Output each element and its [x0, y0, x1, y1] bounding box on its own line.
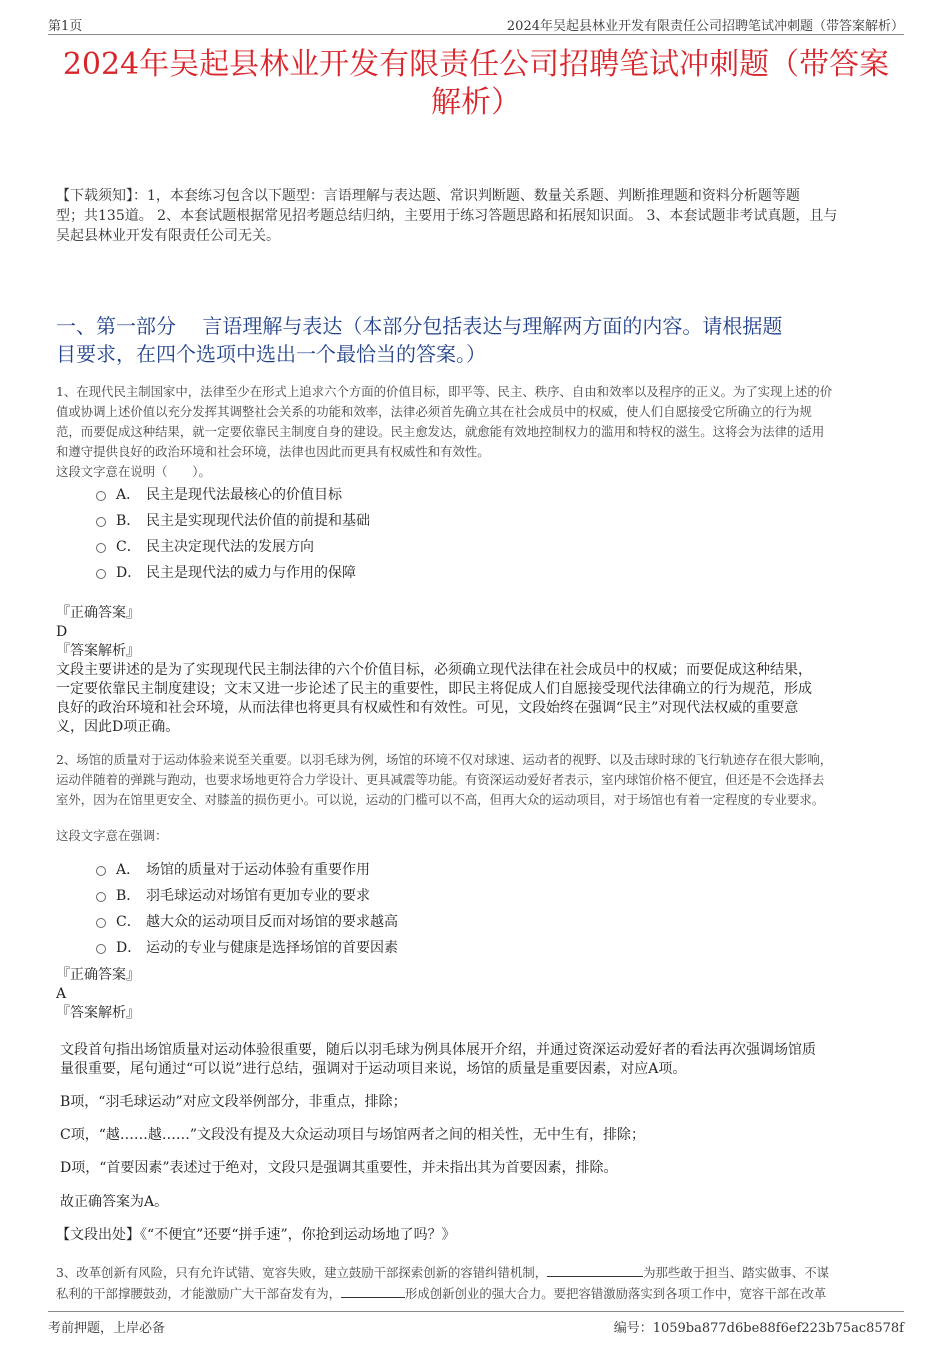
title-line-1: 2024年吴起县林业开发有限责任公司招聘笔试冲刺题（带答案 [62, 47, 890, 82]
notice-line: 型；共135道。 2、本套试题根据常见招考题总结归纳，主要用于练习答题思路和拓展知识面。 3、本套试题非考试真题，且与 [56, 208, 838, 224]
option-text: 民主是现代法的威力与作用的保障 [146, 565, 356, 581]
analysis-option-b: B项，“羽毛球运动”对应文段举例部分，非重点，排除； [60, 1094, 407, 1110]
question-1-answer [56, 604, 896, 737]
question-1-text [56, 382, 902, 482]
question-3-text [56, 1262, 902, 1304]
analysis-label: 『答案解析』 [56, 643, 140, 659]
radio-icon[interactable] [96, 866, 106, 876]
page-footer [48, 1311, 904, 1336]
page-title [48, 46, 904, 122]
page-number: 第1页 [48, 19, 83, 34]
header-doc-title: 2024年吴起县林业开发有限责任公司招聘笔试冲刺题（带答案解析） [506, 19, 904, 34]
question-line: 室外，因为在馆里更安全、对膝盖的损伤更小。可以说，运动的门槛可以不高，但再大众的运动项目，对于场馆也有着一定程度的专业要求。 [56, 792, 825, 807]
answer-label: 『正确答案』 [56, 967, 140, 983]
download-notice [56, 186, 902, 246]
analysis-paragraph [60, 1041, 890, 1079]
analysis-conclusion: 故正确答案为A。 [60, 1194, 169, 1210]
option-b[interactable]: B． 民主是实现现代法价值的前提和基础 [96, 508, 856, 534]
fill-blank [341, 1283, 405, 1298]
analysis-line: 义，因此D项正确。 [56, 719, 180, 735]
section-heading-line-2: 目要求，在四个选项中选出一个最恰当的答案。） [56, 342, 486, 366]
page-header [48, 12, 904, 35]
passage-source: 【文段出处】《“不便宜”还要“拼手速”，你抢到运动场地了吗？》 [56, 1227, 456, 1243]
radio-icon[interactable] [96, 517, 106, 527]
question-line: 和遵守提供良好的政治环境和社会环境，法律也因此而更具有权威性和有效性。 [56, 444, 490, 459]
question-1-options [96, 482, 856, 586]
option-a[interactable]: A． 民主是现代法最核心的价值目标 [96, 482, 856, 508]
option-text: 羽毛球运动对场馆有更加专业的要求 [146, 888, 370, 904]
analysis-label: 『答案解析』 [56, 1005, 140, 1021]
radio-icon[interactable] [96, 543, 106, 553]
option-d[interactable]: D． 运动的专业与健康是选择场馆的首要因素 [96, 935, 856, 961]
document-id: 编号：1059ba877d6be88f6ef223b75ac8578f [613, 1321, 904, 1336]
radio-icon[interactable] [96, 918, 106, 928]
answer-value: A [56, 986, 67, 1002]
question-line: 1、在现代民主制国家中，法律至少在形式上追求六个方面的价值目标，即平等、民主、秩序、自由和效率以及程序的正义。为了实现上述的价 [56, 384, 833, 399]
analysis-line: 文段主要讲述的是为了实现现代民主制法律的六个价值目标，必须确立现代法律在社会成员中的权威；而要促成这种结果， [56, 662, 812, 678]
question-line: 值或协调上述价值以充分发挥其调整社会关系的功能和效率，法律必须首先确立其在社会成员中的权威，使人们自愿接受它所确立的行为规 [56, 404, 812, 419]
question-2-options [96, 857, 856, 961]
question-line: 范，而要促成这种结果，就一定要依靠民主制度自身的建设。民主愈发达，就愈能有效地控制权力的滥用和特权的滋生。这将会为法律的适用 [56, 424, 825, 439]
analysis-line: 一定要依靠民主制度建设；文末又进一步论述了民主的重要性，即民主将促成人们自愿接受现代法律确立的行为规范，形成 [56, 681, 812, 697]
option-b[interactable]: B． 羽毛球运动对场馆有更加专业的要求 [96, 883, 856, 909]
analysis-option-c: C项，“越……越……”文段没有提及大众运动项目与场馆两者之间的相关性，无中生有，排除； [60, 1127, 646, 1143]
analysis-line: 良好的政治环境和社会环境，从而法律也将更具有权威性和有效性。可见，文段始终在强调“民主”对现代法权威的重要意 [56, 700, 799, 716]
question-line: 私利的干部撑腰鼓劲，才能激励广大干部奋发有为， 形成创新创业的强大合力。要把容错激励落实到各项工作中，宽容干部在改革 [56, 1283, 902, 1304]
answer-value: D [56, 624, 68, 640]
title-line-2: 解析） [431, 85, 521, 120]
section-heading-line-1: 一、第一部分 言语理解与表达（本部分包括表达与理解两方面的内容。请根据题 [56, 314, 783, 338]
fill-blank [547, 1262, 643, 1277]
radio-icon[interactable] [96, 892, 106, 902]
option-text: 越大众的运动项目反而对场馆的要求越高 [146, 914, 398, 930]
option-c[interactable]: C． 民主决定现代法的发展方向 [96, 534, 856, 560]
notice-line: 【下载须知】：1，本套练习包含以下题型：言语理解与表达题、常识判断题、数量关系题、判断推理题和资料分析题等题 [56, 188, 800, 204]
option-c[interactable]: C． 越大众的运动项目反而对场馆的要求越高 [96, 909, 856, 935]
radio-icon[interactable] [96, 944, 106, 954]
radio-icon[interactable] [96, 491, 106, 501]
analysis-line: 文段首句指出场馆质量对运动体验很重要，随后以羽毛球为例具体展开介绍，并通过资深运动爱好者的看法再次强调场馆质 [60, 1042, 816, 1058]
footer-slogan: 考前押题，上岸必备 [48, 1321, 166, 1336]
option-d[interactable]: D． 民主是现代法的威力与作用的保障 [96, 560, 856, 586]
answer-label: 『正确答案』 [56, 605, 140, 621]
radio-icon[interactable] [96, 569, 106, 579]
question-prompt: 这段文字意在强调： [56, 828, 168, 843]
question-prompt: 这段文字意在说明（ ）。 [56, 464, 211, 479]
option-text: 民主是现代法最核心的价值目标 [146, 487, 342, 503]
option-text: 民主决定现代法的发展方向 [146, 539, 314, 555]
question-line: 3、改革创新有风险，只有允许试错、宽容失败，建立鼓励干部探索创新的容错纠错机制， 为那些敢于担当、踏实做事、不谋 [56, 1262, 902, 1283]
question-line: 2、场馆的质量对于运动体验来说至关重要。以羽毛球为例，场馆的环境不仅对球速、运动者的视野、以及击球时球的飞行轨迹存在很大影响， [56, 752, 833, 767]
notice-line: 吴起县林业开发有限责任公司无关。 [56, 228, 280, 244]
option-text: 场馆的质量对于运动体验有重要作用 [146, 862, 370, 878]
analysis-line: 量很重要，尾句通过“可以说”进行总结，强调对于运动项目来说，场馆的质量是重要因素，对应A项。 [60, 1061, 687, 1077]
question-line: 运动伴随着的弹跳与跑动，也要求场地更符合力学设计、更具减震等功能。有资深运动爱好者表示，室内球馆价格不便宜，但还是不会选择去 [56, 772, 825, 787]
analysis-option-d: D项，“首要因素”表述过于绝对，文段只是强调其重要性，并未指出其为首要因素，排除。 [60, 1160, 618, 1176]
question-2-text [56, 750, 902, 810]
option-text: 民主是实现现代法价值的前提和基础 [146, 513, 370, 529]
question-2-answer [56, 966, 896, 1023]
option-text: 运动的专业与健康是选择场馆的首要因素 [146, 940, 398, 956]
option-a[interactable]: A． 场馆的质量对于运动体验有重要作用 [96, 857, 856, 883]
section-heading [56, 312, 902, 368]
